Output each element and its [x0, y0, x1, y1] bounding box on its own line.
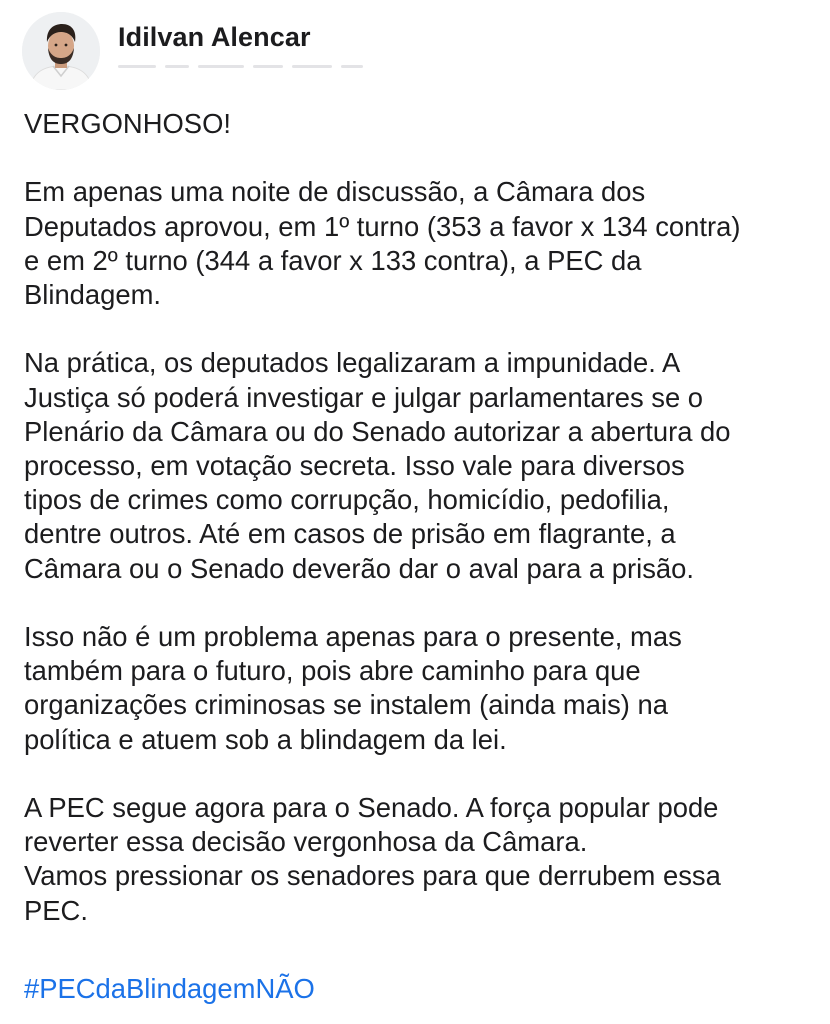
text-line: Vamos pressionar os senadores para que derrubem essa [24, 860, 721, 892]
text-line: tipos de crimes como corrupção, homicídio, pedofilia, [24, 484, 670, 516]
text-line: também para o futuro, pois abre caminho para que [24, 655, 641, 687]
text-line: VERGONHOSO! [24, 108, 231, 139]
text-line: Plenário da Câmara ou do Senado autorizar a abertura do [24, 415, 731, 447]
text-line: Deputados aprovou, em 1º turno (353 a favor x 134 contra) [24, 210, 741, 242]
text-line: Justiça só poderá investigar e julgar parlamentares se o [24, 381, 704, 413]
profile-photo-icon [22, 12, 100, 90]
text-line: dentre outros. Até em casos de prisão em flagrante, a [24, 518, 676, 550]
text-line: processo, em votação secreta. Isso vale para diversos [24, 450, 685, 481]
post-body [24, 107, 814, 928]
paragraph-future [24, 620, 814, 757]
paragraph-call-to-action [24, 791, 814, 928]
text-line: Isso não é um problema apenas para o presente, mas [24, 621, 682, 652]
text-line: Em apenas uma noite de discussão, a Câmara dos [24, 176, 646, 208]
text-line: Blindagem. [24, 279, 162, 310]
text-line: Câmara ou o Senado deverão dar o aval para a prisão. [24, 552, 694, 584]
text-line: e em 2º turno (344 a favor x 133 contra), a PEC da [24, 244, 642, 276]
header-text [118, 12, 363, 70]
text-line: A PEC segue agora para o Senado. A força popular pode [24, 792, 719, 823]
hashtag-link[interactable]: #PECdaBlindagemNÃO [24, 973, 315, 1004]
paragraph-vote-summary [24, 175, 814, 312]
avatar[interactable] [22, 12, 100, 90]
text-line: política e atuem sob a blindagem da lei. [24, 723, 507, 755]
post-meta-blurred [118, 62, 363, 70]
text-line: PEC. [24, 894, 88, 926]
text-line: organizações criminosas se instalem (ainda mais) na [24, 689, 668, 721]
text-line: reverter essa decisão vergonhosa da Câmara. [24, 826, 588, 858]
paragraph-title [24, 107, 814, 141]
text-line: Na prática, os deputados legalizaram a impunidade. A [24, 347, 681, 379]
author-name[interactable]: Idilvan Alencar [118, 22, 311, 52]
post-header [22, 12, 363, 92]
paragraph-impunity [24, 346, 814, 585]
